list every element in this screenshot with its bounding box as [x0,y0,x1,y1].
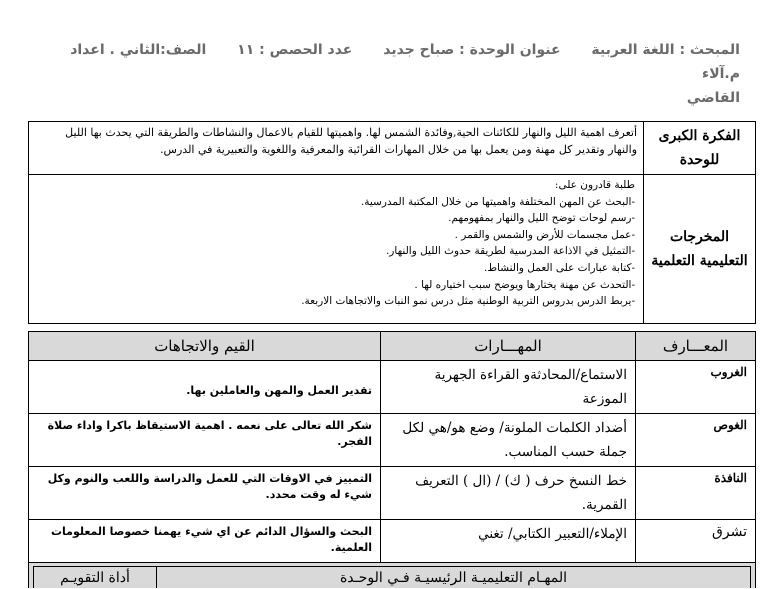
matrix-row [29,467,756,520]
row-values: شكر الله تعالى على نعمه . اهمية الاستيقاظ باكرا واداء صلاة الفجر. [29,414,381,467]
tasks-footer [28,562,756,588]
knowledge-header: المعـــارف [636,332,756,361]
unit-overview-table [28,121,756,324]
matrix-header-row [29,332,756,361]
values-header: القيم والاتجاهات [29,332,381,361]
outcome-item: -يربط الدرس بدروس التربية الوطنية مثل درس نمو النبات والاتجاهات الاربعة. [301,295,635,308]
outcomes-label: المخرجات التعليمية التعلمية [644,175,756,324]
tasks-header: المهـام التعليميـة الرئيسيـة فـي الوحـدة [339,570,568,586]
author-label: القاضي [686,90,740,106]
outcome-item: -التمثيل في الاذاعة المدرسية لطريقة حدوث الليل والنهار. [385,245,635,258]
matrix-row [29,361,756,414]
outcome-item: -التحدث عن مهنة يختارها ويوضح سبب اختياره لها . [414,278,635,291]
big-idea-label: الفكرة الكبرى للوحدة [644,122,756,175]
row-label: الغوص [636,414,756,467]
row-values: التمييز في الاوقات التي للعمل والدراسة واللعب والنوم وكل شيء له وقت محدد. [29,467,381,520]
document-header [40,38,740,110]
outcome-item: -عمل مجسمات للأرض والشمس والقمر . [454,228,635,241]
matrix-row [29,520,756,564]
tasks-footer-inner [33,566,751,588]
row-skills: الإملاء/التعبير الكتابي/ تغني [381,520,636,564]
skills-header: المهـــارات [381,332,636,361]
grade-label: الصف:الثاني . اعداد م.آلاء [70,42,740,82]
big-idea-row [29,122,756,175]
outcomes-row [29,175,756,324]
outcome-item: -رسم لوحات توضح الليل والنهار بمفهومهم. [448,212,635,225]
matrix-row [29,414,756,467]
outcome-item: طلبة قادرون على: [554,179,635,191]
row-label: النافذة [636,467,756,520]
unit-title-label: عنوان الوحدة : صباح جديد [383,42,561,58]
periods-label: عدد الحصص : ١١ [237,42,353,58]
row-label: الغروب [636,361,756,414]
row-values: البحث والسؤال الدائم عن اي شيء يهمنا خصوصا المعلومات العلمية. [29,520,381,564]
knowledge-skills-values-table [28,331,756,564]
row-label: تشرق [636,520,756,564]
row-skills: خط النسخ حرف ( ك) / (ال ) التعريف القمرية. [381,467,636,520]
outcome-item: -كتابة عبارات على العمل والنشاط. [484,261,635,274]
subject-label: المبحث : اللغة العربية [591,42,740,58]
big-idea-text: أتعرف اهمية الليل والنهار للكائنات الحية,وفائدة الشمس لها. واهميتها للقيام بالاعمال والنشاطات والطريقة التي يحدث بها الليل والنهار وتقدير كل مهنة ومن يعمل بها من خلال المهارات القرائية والمعرفية واللغوية والتعبيرية في الدرس. [29,122,644,175]
outcomes-list [29,175,644,324]
row-values: تقدير العمل والمهن والعاملين بها. [29,361,381,414]
row-skills: الاستماع/المحادثةو القراءة الجهرية الموزعة [381,361,636,414]
outcome-item: -البحث عن المهن المختلفة واهميتها من خلال المكتبة المدرسية. [360,195,635,208]
row-skills: أضداد الكلمات الملونة/ وضع هو/هي لكل جملة حسب المناسب. [381,414,636,467]
assessment-header: أداة التقويـم [34,567,157,588]
